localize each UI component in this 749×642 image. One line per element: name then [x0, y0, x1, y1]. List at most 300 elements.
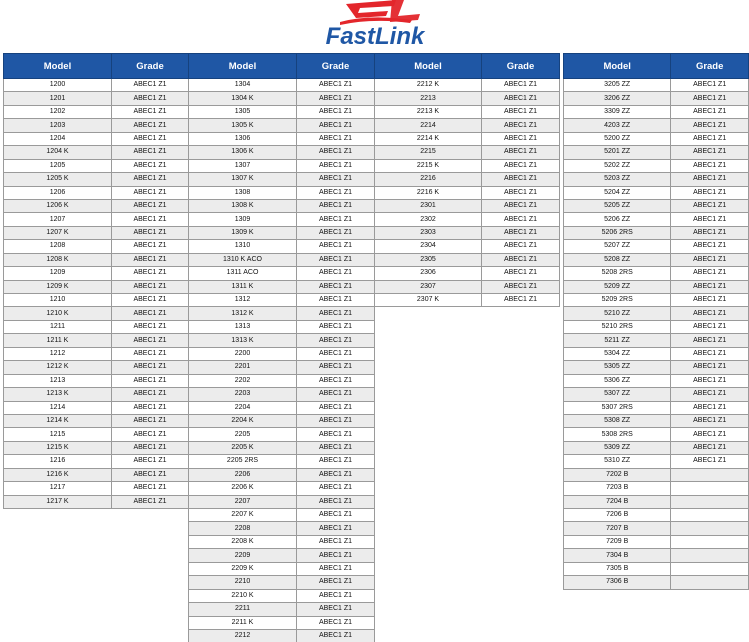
model-cell: 2206	[189, 468, 297, 481]
grade-cell: ABEC1 Z1	[297, 320, 375, 333]
grade-cell: ABEC1 Z1	[482, 267, 560, 280]
model-cell: 1307 K	[189, 173, 297, 186]
grade-cell: ABEC1 Z1	[297, 92, 375, 105]
table-row	[564, 105, 749, 118]
grade-cell	[671, 509, 749, 522]
table-row	[375, 79, 560, 92]
table-row	[564, 213, 749, 226]
table-row	[564, 226, 749, 239]
grade-cell: ABEC1 Z1	[112, 307, 189, 320]
table-row	[564, 253, 749, 266]
grade-cell: ABEC1 Z1	[112, 240, 189, 253]
model-cell: 1204 K	[4, 146, 112, 159]
grade-cell: ABEC1 Z1	[297, 267, 375, 280]
table-row	[564, 132, 749, 145]
table-row	[189, 119, 375, 132]
table-row	[189, 146, 375, 159]
column-header-grade: Grade	[482, 54, 560, 79]
grade-cell: ABEC1 Z1	[671, 455, 749, 468]
grade-cell: ABEC1 Z1	[297, 388, 375, 401]
model-cell: 1313 K	[189, 334, 297, 347]
model-cell: 2208	[189, 522, 297, 535]
table-row	[189, 347, 375, 360]
grade-cell: ABEC1 Z1	[297, 132, 375, 145]
model-cell: 1215 K	[4, 441, 112, 454]
grade-cell: ABEC1 Z1	[482, 213, 560, 226]
table-row	[564, 361, 749, 374]
grade-cell: ABEC1 Z1	[112, 105, 189, 118]
table-row	[564, 522, 749, 535]
table-row	[4, 186, 189, 199]
table-row	[189, 79, 375, 92]
table-row	[189, 361, 375, 374]
table-row	[189, 428, 375, 441]
table-row	[189, 509, 375, 522]
table-row	[564, 146, 749, 159]
grade-cell: ABEC1 Z1	[671, 226, 749, 239]
model-cell: 1210	[4, 294, 112, 307]
table-row	[189, 629, 375, 642]
table-row	[564, 199, 749, 212]
table-row	[564, 482, 749, 495]
model-cell: 2210 K	[189, 589, 297, 602]
brand-wordmark: FastLink	[325, 23, 425, 50]
table-row	[564, 267, 749, 280]
grade-cell: ABEC1 Z1	[297, 334, 375, 347]
model-cell: 7306 B	[564, 576, 671, 589]
table-row	[4, 240, 189, 253]
table-row	[4, 105, 189, 118]
grade-cell: ABEC1 Z1	[482, 226, 560, 239]
grade-cell: ABEC1 Z1	[112, 334, 189, 347]
grade-cell	[671, 495, 749, 508]
table-row	[375, 226, 560, 239]
grade-cell: ABEC1 Z1	[297, 401, 375, 414]
table-row	[564, 495, 749, 508]
table-row	[189, 441, 375, 454]
grade-cell: ABEC1 Z1	[671, 173, 749, 186]
model-cell: 4203 ZZ	[564, 119, 671, 132]
table-row	[564, 159, 749, 172]
grade-cell: ABEC1 Z1	[482, 119, 560, 132]
table-row	[4, 495, 189, 508]
model-cell: 1312 K	[189, 307, 297, 320]
table-row	[564, 374, 749, 387]
model-cell: 1214	[4, 401, 112, 414]
table-row	[564, 307, 749, 320]
table-row	[564, 401, 749, 414]
grade-cell: ABEC1 Z1	[297, 522, 375, 535]
column-header-grade: Grade	[671, 54, 749, 79]
table-row	[564, 535, 749, 548]
grade-cell: ABEC1 Z1	[671, 199, 749, 212]
model-cell: 5208 ZZ	[564, 253, 671, 266]
grade-cell: ABEC1 Z1	[671, 92, 749, 105]
model-cell: 3206 ZZ	[564, 92, 671, 105]
table-row	[375, 199, 560, 212]
model-cell: 2213	[375, 92, 482, 105]
grade-cell: ABEC1 Z1	[112, 347, 189, 360]
table-row	[4, 361, 189, 374]
table-row	[564, 294, 749, 307]
grade-cell: ABEC1 Z1	[671, 186, 749, 199]
grade-cell	[671, 576, 749, 589]
table-row	[564, 240, 749, 253]
model-cell: 1306 K	[189, 146, 297, 159]
model-cell: 5207 ZZ	[564, 240, 671, 253]
grade-cell: ABEC1 Z1	[297, 361, 375, 374]
table-row	[189, 522, 375, 535]
column-header-grade: Grade	[297, 54, 375, 79]
table-row	[189, 482, 375, 495]
table-row	[189, 213, 375, 226]
grade-cell: ABEC1 Z1	[671, 347, 749, 360]
model-cell: 1206 K	[4, 199, 112, 212]
model-cell: 2206 K	[189, 482, 297, 495]
table-row	[4, 267, 189, 280]
grade-cell: ABEC1 Z1	[297, 105, 375, 118]
table-row	[564, 549, 749, 562]
model-cell: 1212 K	[4, 361, 112, 374]
model-cell: 1217 K	[4, 495, 112, 508]
grade-cell: ABEC1 Z1	[482, 105, 560, 118]
table-row	[189, 603, 375, 616]
table-row	[189, 173, 375, 186]
grade-cell: ABEC1 Z1	[297, 495, 375, 508]
grade-cell: ABEC1 Z1	[482, 253, 560, 266]
grade-cell	[671, 468, 749, 481]
grade-cell: ABEC1 Z1	[671, 374, 749, 387]
table-row	[189, 294, 375, 307]
model-cell: 1207	[4, 213, 112, 226]
table-row	[189, 388, 375, 401]
column-header-model: Model	[4, 54, 112, 79]
model-cell: 2303	[375, 226, 482, 239]
table-row	[564, 576, 749, 589]
table-row	[189, 186, 375, 199]
model-cell: 1201	[4, 92, 112, 105]
model-cell: 2210	[189, 576, 297, 589]
grade-cell: ABEC1 Z1	[297, 455, 375, 468]
model-cell: 2307 K	[375, 294, 482, 307]
table-row	[375, 159, 560, 172]
grade-cell: ABEC1 Z1	[482, 186, 560, 199]
model-cell: 5201 ZZ	[564, 146, 671, 159]
grade-cell: ABEC1 Z1	[112, 495, 189, 508]
model-cell: 1310	[189, 240, 297, 253]
bearing-table-2	[188, 53, 375, 642]
grade-cell: ABEC1 Z1	[482, 294, 560, 307]
model-cell: 5210 2RS	[564, 320, 671, 333]
table-row	[4, 468, 189, 481]
fastlink-logo	[300, 0, 450, 50]
column-header-model: Model	[375, 54, 482, 79]
model-cell: 1207 K	[4, 226, 112, 239]
grade-cell: ABEC1 Z1	[671, 320, 749, 333]
model-cell: 2209 K	[189, 562, 297, 575]
grade-cell: ABEC1 Z1	[671, 213, 749, 226]
table-row	[375, 294, 560, 307]
grade-cell: ABEC1 Z1	[297, 186, 375, 199]
table-row	[4, 294, 189, 307]
table-row	[4, 428, 189, 441]
model-cell: 2214	[375, 119, 482, 132]
model-cell: 7305 B	[564, 562, 671, 575]
model-cell: 2302	[375, 213, 482, 226]
table-row	[375, 173, 560, 186]
model-cell: 1200	[4, 79, 112, 92]
model-cell: 5205 ZZ	[564, 199, 671, 212]
grade-cell: ABEC1 Z1	[112, 119, 189, 132]
grade-cell: ABEC1 Z1	[112, 374, 189, 387]
grade-cell: ABEC1 Z1	[112, 401, 189, 414]
model-cell: 2216	[375, 173, 482, 186]
model-cell: 2200	[189, 347, 297, 360]
grade-cell: ABEC1 Z1	[297, 347, 375, 360]
table-row	[4, 441, 189, 454]
table-row	[189, 320, 375, 333]
table-row	[189, 105, 375, 118]
grade-cell: ABEC1 Z1	[482, 280, 560, 293]
grade-cell: ABEC1 Z1	[482, 146, 560, 159]
model-cell: 2301	[375, 199, 482, 212]
grade-cell: ABEC1 Z1	[112, 428, 189, 441]
grade-cell: ABEC1 Z1	[671, 388, 749, 401]
model-cell: 5310 ZZ	[564, 455, 671, 468]
model-cell: 5304 ZZ	[564, 347, 671, 360]
model-cell: 1211	[4, 320, 112, 333]
model-cell: 7207 B	[564, 522, 671, 535]
table-row	[189, 616, 375, 629]
grade-cell: ABEC1 Z1	[671, 401, 749, 414]
grade-cell: ABEC1 Z1	[297, 253, 375, 266]
model-cell: 1309	[189, 213, 297, 226]
table-row	[189, 92, 375, 105]
grade-cell: ABEC1 Z1	[671, 105, 749, 118]
grade-cell: ABEC1 Z1	[671, 334, 749, 347]
model-cell: 5210 ZZ	[564, 307, 671, 320]
grade-cell: ABEC1 Z1	[482, 132, 560, 145]
grade-cell: ABEC1 Z1	[297, 414, 375, 427]
table-row	[4, 307, 189, 320]
model-cell: 1213	[4, 374, 112, 387]
table-row	[375, 213, 560, 226]
bearing-table-3	[374, 53, 560, 307]
table-row	[564, 347, 749, 360]
model-cell: 2208 K	[189, 535, 297, 548]
grade-cell: ABEC1 Z1	[112, 294, 189, 307]
table-row	[4, 414, 189, 427]
table-row	[564, 428, 749, 441]
model-cell: 1209	[4, 267, 112, 280]
model-cell: 2214 K	[375, 132, 482, 145]
table-row	[189, 374, 375, 387]
grade-cell: ABEC1 Z1	[112, 280, 189, 293]
model-cell: 2306	[375, 267, 482, 280]
table-row	[4, 199, 189, 212]
model-cell: 5208 2RS	[564, 267, 671, 280]
model-cell: 2202	[189, 374, 297, 387]
grade-cell: ABEC1 Z1	[671, 119, 749, 132]
grade-cell: ABEC1 Z1	[297, 159, 375, 172]
grade-cell: ABEC1 Z1	[297, 79, 375, 92]
table-row	[189, 414, 375, 427]
grade-cell: ABEC1 Z1	[671, 361, 749, 374]
model-cell: 1312	[189, 294, 297, 307]
table-row	[375, 240, 560, 253]
model-cell: 2211	[189, 603, 297, 616]
model-cell: 2203	[189, 388, 297, 401]
grade-cell: ABEC1 Z1	[112, 482, 189, 495]
model-cell: 5206 2RS	[564, 226, 671, 239]
grade-cell: ABEC1 Z1	[671, 132, 749, 145]
model-cell: 1305	[189, 105, 297, 118]
model-cell: 1209 K	[4, 280, 112, 293]
grade-cell: ABEC1 Z1	[482, 79, 560, 92]
model-cell: 1214 K	[4, 414, 112, 427]
table-row	[189, 132, 375, 145]
model-cell: 2207	[189, 495, 297, 508]
table-row	[189, 401, 375, 414]
table-row	[564, 92, 749, 105]
table-row	[4, 213, 189, 226]
model-cell: 2201	[189, 361, 297, 374]
model-cell: 1213 K	[4, 388, 112, 401]
model-cell: 2215	[375, 146, 482, 159]
grade-cell: ABEC1 Z1	[112, 213, 189, 226]
model-cell: 1309 K	[189, 226, 297, 239]
table-row	[4, 388, 189, 401]
table-row	[375, 92, 560, 105]
table-row	[375, 132, 560, 145]
model-cell: 5202 ZZ	[564, 159, 671, 172]
grade-cell: ABEC1 Z1	[297, 549, 375, 562]
bearing-table-1	[3, 53, 189, 509]
table-row	[189, 199, 375, 212]
model-cell: 1216	[4, 455, 112, 468]
model-cell: 1205	[4, 159, 112, 172]
table-row	[4, 92, 189, 105]
grade-cell: ABEC1 Z1	[671, 240, 749, 253]
grade-cell: ABEC1 Z1	[297, 119, 375, 132]
bearing-table-4	[563, 53, 749, 590]
table-row	[564, 334, 749, 347]
grade-cell: ABEC1 Z1	[671, 253, 749, 266]
grade-cell: ABEC1 Z1	[482, 240, 560, 253]
model-cell: 5305 ZZ	[564, 361, 671, 374]
table-row	[564, 280, 749, 293]
grade-cell: ABEC1 Z1	[297, 509, 375, 522]
grade-cell: ABEC1 Z1	[112, 253, 189, 266]
model-cell: 1305 K	[189, 119, 297, 132]
model-cell: 1202	[4, 105, 112, 118]
table-row	[375, 186, 560, 199]
model-cell: 1208 K	[4, 253, 112, 266]
grade-cell: ABEC1 Z1	[297, 629, 375, 642]
grade-cell: ABEC1 Z1	[297, 146, 375, 159]
model-cell: 1311 ACO	[189, 267, 297, 280]
table-row	[375, 146, 560, 159]
table-row	[189, 253, 375, 266]
grade-cell: ABEC1 Z1	[112, 199, 189, 212]
table-row	[4, 253, 189, 266]
grade-cell: ABEC1 Z1	[297, 374, 375, 387]
model-cell: 2307	[375, 280, 482, 293]
fl-monogram-icon	[300, 0, 450, 50]
grade-cell: ABEC1 Z1	[671, 428, 749, 441]
model-cell: 2204 K	[189, 414, 297, 427]
grade-cell: ABEC1 Z1	[671, 159, 749, 172]
table-row	[375, 119, 560, 132]
grade-cell: ABEC1 Z1	[112, 146, 189, 159]
model-cell: 1203	[4, 119, 112, 132]
table-row	[564, 173, 749, 186]
table-row	[4, 159, 189, 172]
grade-cell: ABEC1 Z1	[482, 92, 560, 105]
table-row	[4, 119, 189, 132]
model-cell: 1206	[4, 186, 112, 199]
table-row	[375, 105, 560, 118]
table-row	[189, 495, 375, 508]
table-row	[4, 374, 189, 387]
table-row	[4, 320, 189, 333]
model-cell: 1313	[189, 320, 297, 333]
grade-cell: ABEC1 Z1	[482, 173, 560, 186]
model-cell: 1216 K	[4, 468, 112, 481]
table-row	[189, 468, 375, 481]
grade-cell: ABEC1 Z1	[112, 320, 189, 333]
model-cell: 7202 B	[564, 468, 671, 481]
grade-cell: ABEC1 Z1	[297, 280, 375, 293]
table-row	[4, 347, 189, 360]
model-cell: 3205 ZZ	[564, 79, 671, 92]
model-cell: 2212 K	[375, 79, 482, 92]
model-cell: 2304	[375, 240, 482, 253]
model-cell: 5209 2RS	[564, 294, 671, 307]
model-cell: 1304 K	[189, 92, 297, 105]
model-cell: 1212	[4, 347, 112, 360]
grade-cell	[671, 482, 749, 495]
table-row	[189, 576, 375, 589]
grade-cell	[671, 549, 749, 562]
model-cell: 1211 K	[4, 334, 112, 347]
table-row	[564, 79, 749, 92]
model-cell: 5209 ZZ	[564, 280, 671, 293]
model-cell: 1208	[4, 240, 112, 253]
model-cell: 5200 ZZ	[564, 132, 671, 145]
grade-cell: ABEC1 Z1	[671, 414, 749, 427]
model-cell: 1204	[4, 132, 112, 145]
model-cell: 1308	[189, 186, 297, 199]
table-row	[4, 455, 189, 468]
table-row	[564, 468, 749, 481]
grade-cell: ABEC1 Z1	[297, 535, 375, 548]
model-cell: 1215	[4, 428, 112, 441]
grade-cell: ABEC1 Z1	[112, 455, 189, 468]
model-cell: 7203 B	[564, 482, 671, 495]
model-cell: 1304	[189, 79, 297, 92]
table-row	[4, 146, 189, 159]
grade-cell: ABEC1 Z1	[297, 307, 375, 320]
table-row	[4, 132, 189, 145]
column-header-model: Model	[189, 54, 297, 79]
table-row	[189, 455, 375, 468]
table-row	[189, 535, 375, 548]
model-cell: 1310 K ACO	[189, 253, 297, 266]
table-row	[564, 414, 749, 427]
model-cell: 2211 K	[189, 616, 297, 629]
table-row	[564, 320, 749, 333]
